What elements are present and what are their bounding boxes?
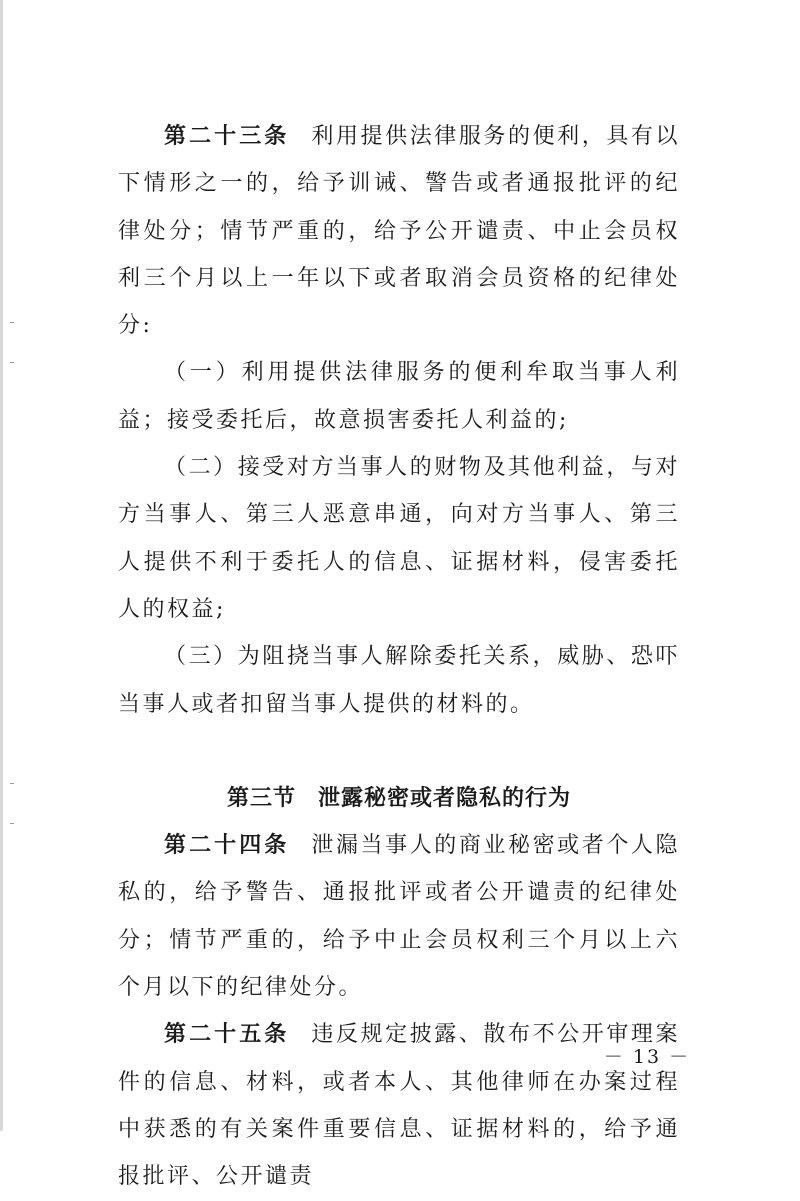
article-23-item-3: （三）为阻挠当事人解除委托关系，威胁、恐吓当事人或者扣留当事人提供的材料的。 xyxy=(118,644,680,717)
article-23-item-1: （一）利用提供法律服务的便利牟取当事人利益；接受委托后，故意损害委托人利益的; xyxy=(118,360,680,433)
margin-mark xyxy=(10,322,14,323)
margin-mark xyxy=(10,823,14,824)
article-24-paragraph xyxy=(118,822,680,1011)
section-heading xyxy=(118,775,680,822)
document-body xyxy=(118,113,680,1201)
article-23-label: 第二十三条 xyxy=(164,124,290,149)
article-25-paragraph xyxy=(118,1011,680,1200)
article-25-label: 第二十五条 xyxy=(164,1022,290,1048)
article-23-paragraph xyxy=(118,113,680,349)
margin-mark xyxy=(10,362,14,363)
article-23-text: 利用提供法律服务的便利，具有以下情形之一的，给予训诫、警告或者通报批评的纪律处分；情节严重的，给予公开谴责、中止会员权利三个月以上一年以下或者取消会员资格的纪律处分: xyxy=(118,124,680,339)
page-number: － 13 － xyxy=(603,1046,691,1068)
article-25-text: 违反规定披露、散布不公开审理案件的信息、材料，或者本人、其他律师在办案过程中获悉的有关案件重要信息、证据材料的，给予通报批评、公开谴责 xyxy=(118,1022,680,1190)
section-title: 泄露秘密或者隐私的行为 xyxy=(318,785,572,811)
article-23-item-2: （二）接受对方当事人的财物及其他利益，与对方当事人、第三人恶意串通，向对方当事人、第三人提供不利于委托人的信息、证据材料，侵害委托人的权益; xyxy=(118,455,680,622)
section-gap xyxy=(118,728,680,775)
scan-edge xyxy=(0,0,3,1131)
article-24-label: 第二十四条 xyxy=(164,833,290,859)
section-number: 第三节 xyxy=(226,785,296,811)
margin-mark xyxy=(10,783,14,784)
article-24-text: 泄漏当事人的商业秘密或者个人隐私的，给予警告、通报批评或者公开谴责的纪律处分；情节严重的，给予中止会员权利三个月以上六个月以下的纪律处分。 xyxy=(118,833,680,1001)
